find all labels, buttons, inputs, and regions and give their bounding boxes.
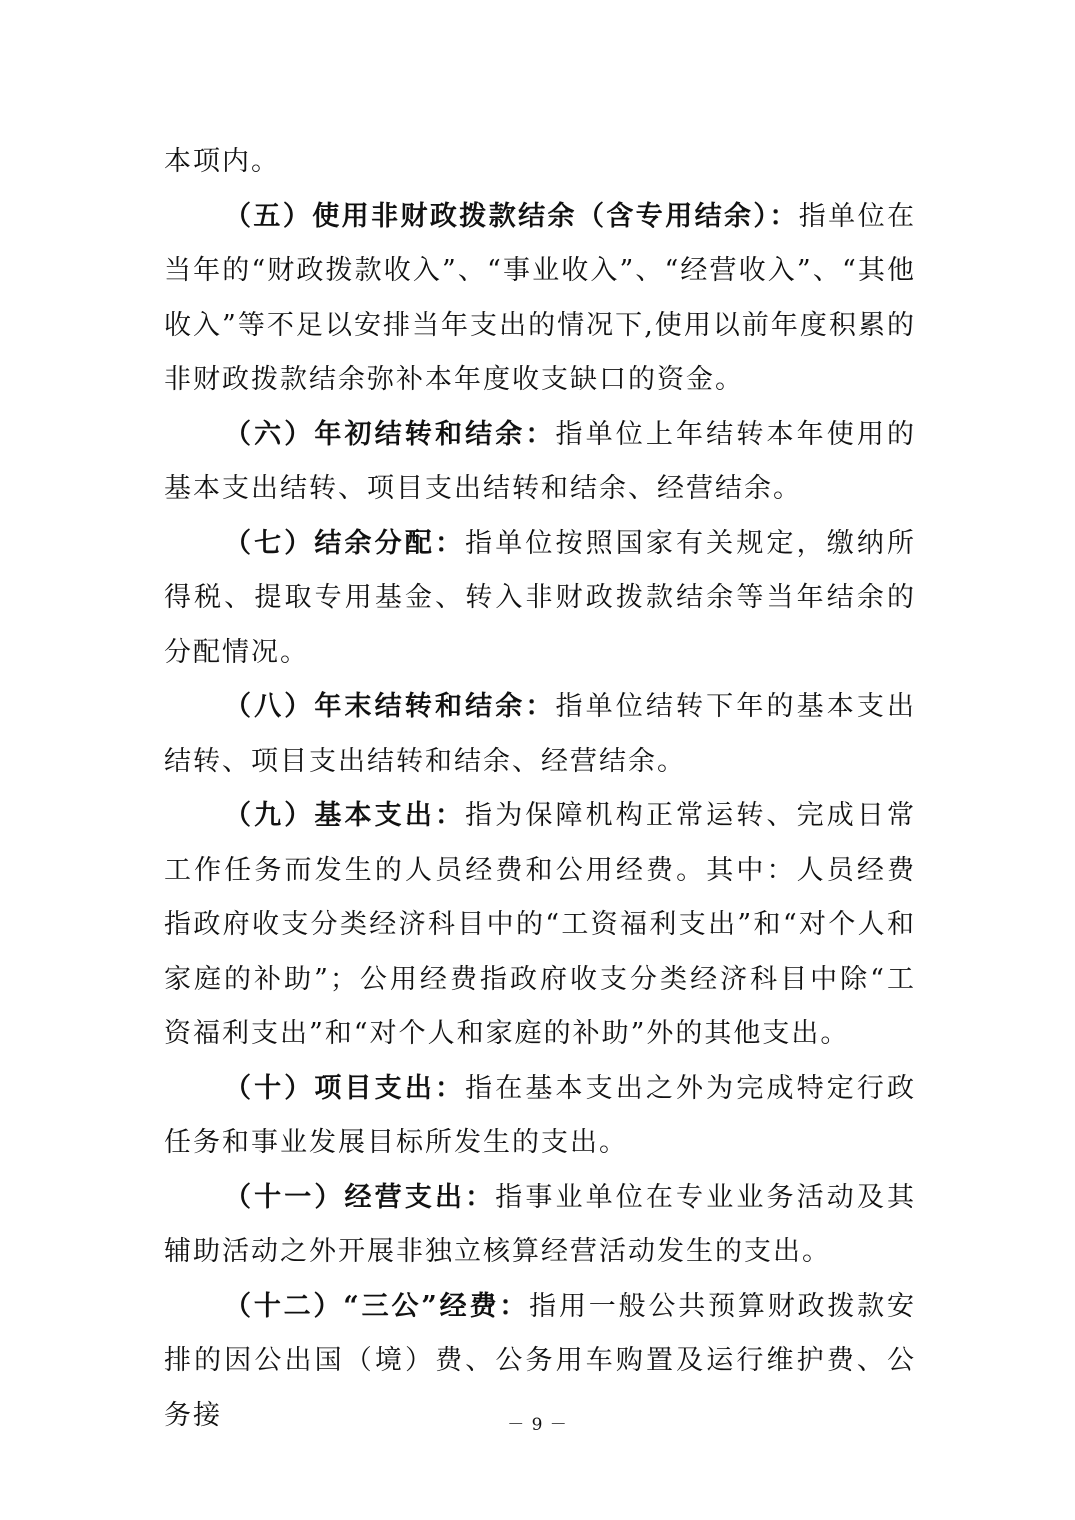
- paragraph-text: 指单位上年结转本年使用的基本支出结转、项目支出结转和结余、经营结余。: [164, 418, 916, 504]
- paragraph-term: （十一）经营支出：: [224, 1181, 496, 1213]
- paragraph-term: （八）年末结转和结余：: [224, 691, 556, 722]
- paragraph-item-11: [164, 1171, 916, 1280]
- document-body: [164, 135, 916, 1443]
- paragraph-text: 本项内。: [164, 146, 280, 177]
- paragraph-term: （六）年初结转和结余：: [224, 418, 556, 450]
- paragraph-text: 指在基本支出之外为完成特定行政任务和事业发展目标所发生的支出。: [164, 1072, 917, 1158]
- paragraph-item-6: [164, 408, 916, 517]
- paragraph-text: 指用一般公共预算财政拨款安排的因公出国（境）费、公务用车购置及运行维护费、公务接: [164, 1290, 917, 1431]
- page-number: － 9 －: [507, 1415, 568, 1435]
- paragraph-item-9: [164, 789, 916, 1062]
- paragraph-item-5: [164, 190, 916, 408]
- paragraph-continuation: [164, 135, 916, 190]
- paragraph-item-8: [164, 680, 916, 789]
- paragraph-text: 指为保障机构正常运转、完成日常工作任务而发生的人员经费和公用经费。其中：人员经费指政府收支分类经济科目中的“工资福利支出”和“对个人和家庭的补助”；公用经费指政府收支分类经济科目中除“工资福利支出”和“对个人和家庭的补助”外的其他支出。: [164, 800, 917, 1049]
- paragraph-text: 指单位在当年的“财政拨款收入”、“事业收入”、“经营收入”、“其他收入”等不足以安排当年支出的情况下,使用以前年度积累的非财政拨款结余弥补本年度收支缺口的资金。: [164, 200, 917, 395]
- paragraph-item-10: [164, 1062, 916, 1171]
- paragraph-term: （七）结余分配：: [224, 527, 466, 559]
- paragraph-term: （十）项目支出：: [224, 1072, 466, 1104]
- paragraph-term: （五）使用非财政拨款结余（含专用结余）：: [224, 200, 799, 232]
- paragraph-term: （九）基本支出：: [224, 800, 466, 831]
- paragraph-item-7: [164, 517, 916, 681]
- paragraph-text: 指事业单位在专业业务活动及其辅助活动之外开展非独立核算经营活动发生的支出。: [164, 1181, 917, 1267]
- paragraph-text: 指单位结转下年的基本支出结转、项目支出结转和结余、经营结余。: [164, 691, 916, 777]
- paragraph-text: 指单位按照国家有关规定，缴纳所得税、提取专用基金、转入非财政拨款结余等当年结余的分配情况。: [164, 527, 917, 668]
- paragraph-term: （十二）“三公”经费：: [224, 1290, 530, 1322]
